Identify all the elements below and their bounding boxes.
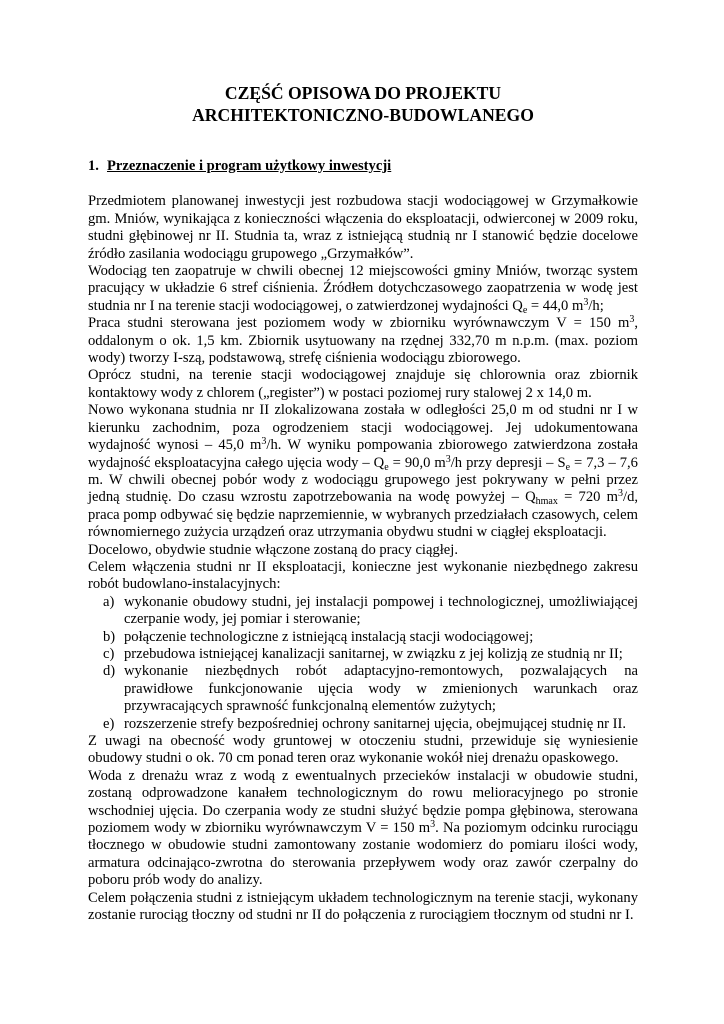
list-item-text: wykonanie niezbędnych robót adaptacyjno-remontowych, pozwalających na prawidłowe funkcjonowanie ujęcia wody w zmienionych warunkach oraz przywracających sprawność funkcjonalną elementów zużytych; bbox=[124, 663, 638, 715]
document-title bbox=[88, 82, 638, 126]
list-marker: a) bbox=[103, 593, 115, 610]
section-heading bbox=[88, 158, 638, 175]
paragraph-10: Celem połączenia studni z istniejącym układem technologicznym na terenie stacji, wykonany zostanie rurociąg tłoczny od studni nr II do połączenia z rurociągiem tłocznym od studni nr I. bbox=[88, 889, 638, 924]
paragraph-2: Wodociąg ten zaopatruje w chwili obecnej 12 miejscowości gminy Mniów, tworząc system pracujący w układzie 6 stref ciśnienia. Źródłem dotychczasowego zaopatrzenia w wodę jest studnia nr I na terenie stacji wodociągowej, o zatwierdzonej wydajności $Q_e = 44,0$ $m^3/h$; bbox=[88, 263, 638, 316]
section-title: Przeznaczenie i program użytkowy inwestycji bbox=[107, 158, 392, 174]
list-item bbox=[88, 716, 638, 733]
list-item-text: rozszerzenie strefy bezpośredniej ochrony sanitarnej ujęcia, obejmującej studnię nr II. bbox=[124, 715, 627, 732]
list-marker: b) bbox=[103, 628, 116, 645]
title-line-1: CZĘŚĆ OPISOWA DO PROJEKTU bbox=[224, 83, 502, 103]
paragraph-3: Praca studni sterowana jest poziomem wody w zbiorniku wyrównawczym V = 150 $m^3$, oddalonym o ok. 1,5 km. Zbiornik usytuowany na rzędnej 332,70 m n.p.m. (max. poziom wody) tworzy I-szą, podstawową, strefę ciśnienia wodociągu zbiorowego. bbox=[88, 314, 638, 367]
works-list bbox=[88, 594, 638, 733]
paragraph-8: Z uwagi na obecność wody gruntowej w otoczeniu studni, przewiduje się wyniesienie obudowy studni o ok. 70 cm ponad teren oraz wykonanie wokół niej drenażu opaskowego. bbox=[88, 733, 638, 767]
paragraph-6: Docelowo, obydwie studnie włączone zostaną do pracy ciągłej. bbox=[88, 541, 458, 558]
list-marker: c) bbox=[103, 645, 115, 662]
paragraph-4: Oprócz studni, na terenie stacji wodociągowej znajduje się chlorownia oraz zbiornik kontaktowy wody z chlorem („register”) w postaci poziomej rury stalowej 2 x 14,0 m. bbox=[88, 367, 638, 401]
list-item bbox=[88, 594, 638, 629]
list-item bbox=[88, 646, 638, 663]
list-item bbox=[88, 629, 638, 646]
list-marker: d) bbox=[103, 663, 116, 680]
title-line-2: ARCHITEKTONICZNO-BUDOWLANEGO bbox=[192, 105, 534, 125]
paragraph-9: Woda z drenażu wraz z wodą z ewentualnych przecieków instalacji w obudowie studni, zostaną odprowadzone kanałem technologicznym do rowu melioracyjnego po stronie wschodniej ujęcia. Do czerpania wody ze studni służyć będzie pompa głębinowa, sterowana poziomem wody w zbiorniku wyrównawczym V = 150 $m^3$. Na poziomym odcinku rurociągu tłocznego w obudowie studni zamontowany zostanie wodomierz do pomiaru ilości wody, armatura odcinająco-zwrotna do sterowania przepływem wody oraz zawór czerpalny do poboru prób wody do analizy. bbox=[88, 767, 638, 889]
list-item-text: wykonanie obudowy studni, jej instalacji pompowej i technologicznej, umożliwiającej czerpanie wody, jej pomiar i sterowanie; bbox=[124, 593, 638, 628]
list-item-text: połączenie technologiczne z istniejącą instalacją stacji wodociągowej; bbox=[124, 628, 534, 645]
section-number: 1. bbox=[88, 158, 99, 174]
list-item bbox=[88, 663, 638, 715]
paragraph-5: Nowo wykonana studnia nr II zlokalizowana została w odległości 25,0 m od studni nr I w kierunku zachodnim, poza ogrodzeniem stacji wodociągowej. Jej udokumentowana wydajność wynosi – 45,0 $m^3/h$. W wyniku pompowania zbiorowego zatwierdzona została wydajność eksploatacyjna całego ujęcia wody – $Q_e = 90,0$ $m^3/h$ przy depresji – $S_e = 7,3 - 7,6$ m. W chwili obecnej pobór wody z wodociągu grupowego jest pokrywany w pełni przez jedną studnię. Do czasu wzrostu zapotrzebowania na wodę powyżej – $Q_{hmax} = 720$ $m^3/d$, praca pomp odbywać się będzie naprzemiennie, w wybranych przedziałach czasowych, celem równomiernego zużycia urządzeń oraz utrzymania obydwu studni w ciągłej eksploatacji. bbox=[88, 402, 639, 541]
list-marker: e) bbox=[103, 715, 115, 732]
paragraph-1: Przedmiotem planowanej inwestycji jest rozbudowa stacji wodociągowej w Grzymałkowie gm. Mniów, wynikająca z konieczności włączenia do eksploatacji, odwierconej w 2009 roku, studni głębinowej nr II. Studnia ta, wraz z istniejącą studnią nr I stanowić będzie docelowe źródło zasilania wodociągu grupowego „Grzymałków”. bbox=[88, 193, 638, 262]
list-item-text: przebudowa istniejącej kanalizacji sanitarnej, w związku z jej kolizją ze studnią nr II; bbox=[124, 645, 623, 662]
paragraph-7: Celem włączenia studni nr II eksploatacji, konieczne jest wykonanie niezbędnego zakresu robót budowlano-instalacyjnych: bbox=[88, 558, 638, 593]
